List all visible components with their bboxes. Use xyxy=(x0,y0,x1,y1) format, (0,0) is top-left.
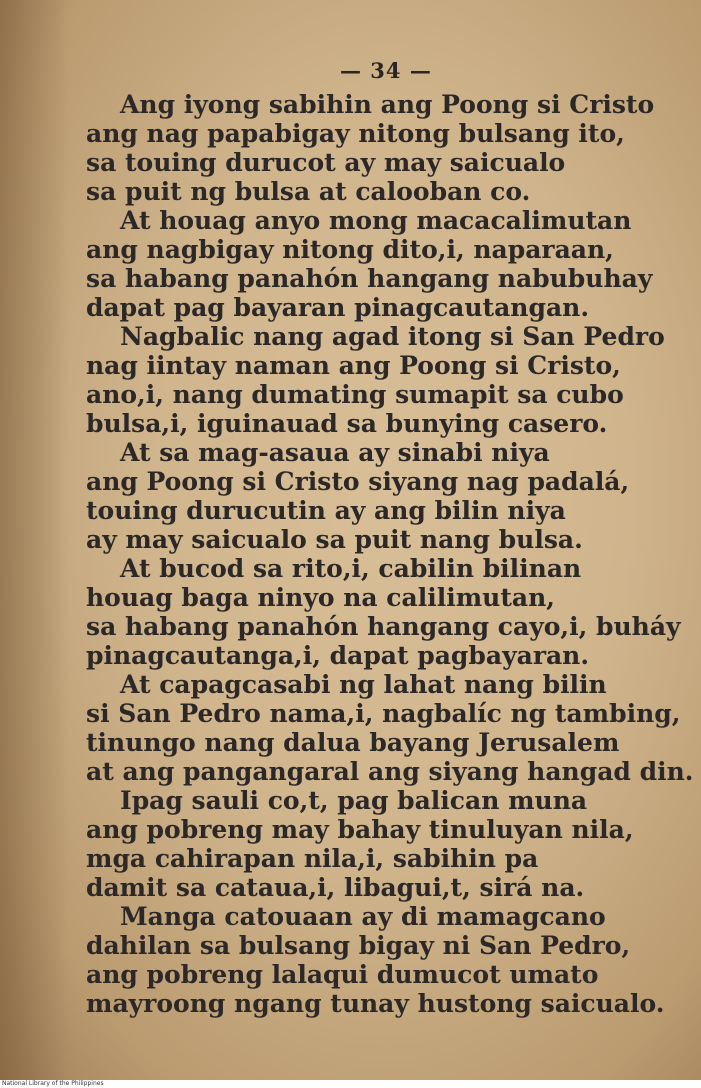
text-line: dahilan sa bulsang bigay ni San Pedro, xyxy=(86,931,631,960)
text-line: dapat pag bayaran pinagcautangan. xyxy=(86,293,590,322)
text-line: mga cahirapan nila,i, sabihin pa xyxy=(86,844,539,873)
page-edge-shadow xyxy=(0,0,70,1080)
text-line: sa touing durucot ay may saicualo xyxy=(86,148,566,177)
text-line: sa habang panahón hangang nabubuhay xyxy=(86,264,653,293)
text-line: ang pobreng may bahay tinuluyan nila, xyxy=(86,815,634,844)
text-line: ang nag papabigay nitong bulsang ito, xyxy=(86,119,625,148)
text-line: ang Poong si Cristo siyang nag padalá, xyxy=(86,467,630,496)
text-line: At houag anyo mong macacalimutan xyxy=(120,206,632,235)
text-line: nag iintay naman ang Poong si Cristo, xyxy=(86,351,621,380)
text-line: Manga catouaan ay di mamagcano xyxy=(120,902,606,931)
text-line: Nagbalic nang agad itong si San Pedro xyxy=(120,322,665,351)
text-line: Ipag sauli co,t, pag balican muna xyxy=(120,786,588,815)
text-line: at ang pangangaral ang siyang hangad din. xyxy=(86,757,694,786)
text-line: mayroong ngang tunay hustong saicualo. xyxy=(86,989,665,1018)
text-line: Ang iyong sabihin ang Poong si Cristo xyxy=(120,90,655,119)
text-line: damit sa cataua,i, libagui,t, sirá na. xyxy=(86,873,585,902)
text-line: At bucod sa rito,i, cabilin bilinan xyxy=(120,554,582,583)
text-line: pinagcautanga,i, dapat pagbayaran. xyxy=(86,641,590,670)
poem-text xyxy=(86,90,694,1018)
text-line: sa puit ng bulsa at calooban co. xyxy=(86,177,531,206)
text-line: tinungo nang dalua bayang Jerusalem xyxy=(86,728,620,757)
text-line: touing durucutin ay ang bilin niya xyxy=(86,496,566,525)
text-line: sa habang panahón hangang cayo,i, buháy xyxy=(86,612,681,641)
text-line: At capagcasabi ng lahat nang bilin xyxy=(120,670,607,699)
text-line: ay may saicualo sa puit nang bulsa. xyxy=(86,525,583,554)
page-number: — 34 — xyxy=(340,58,432,83)
text-line: ang nagbigay nitong dito,i, naparaan, xyxy=(86,235,614,264)
text-line: ano,i, nang dumating sumapit sa cubo xyxy=(86,380,624,409)
text-line: si San Pedro nama,i, nagbalíc ng tambing, xyxy=(86,699,681,728)
footer xyxy=(0,1080,701,1088)
text-line: bulsa,i, iguinauad sa bunying casero. xyxy=(86,409,608,438)
text-line: ang pobreng lalaqui dumucot umato xyxy=(86,960,599,989)
text-line: houag baga ninyo na calilimutan, xyxy=(86,583,555,612)
text-line: At sa mag-asaua ay sinabi niya xyxy=(120,438,550,467)
footer-credit: National Library of the Philippines xyxy=(2,1080,104,1087)
